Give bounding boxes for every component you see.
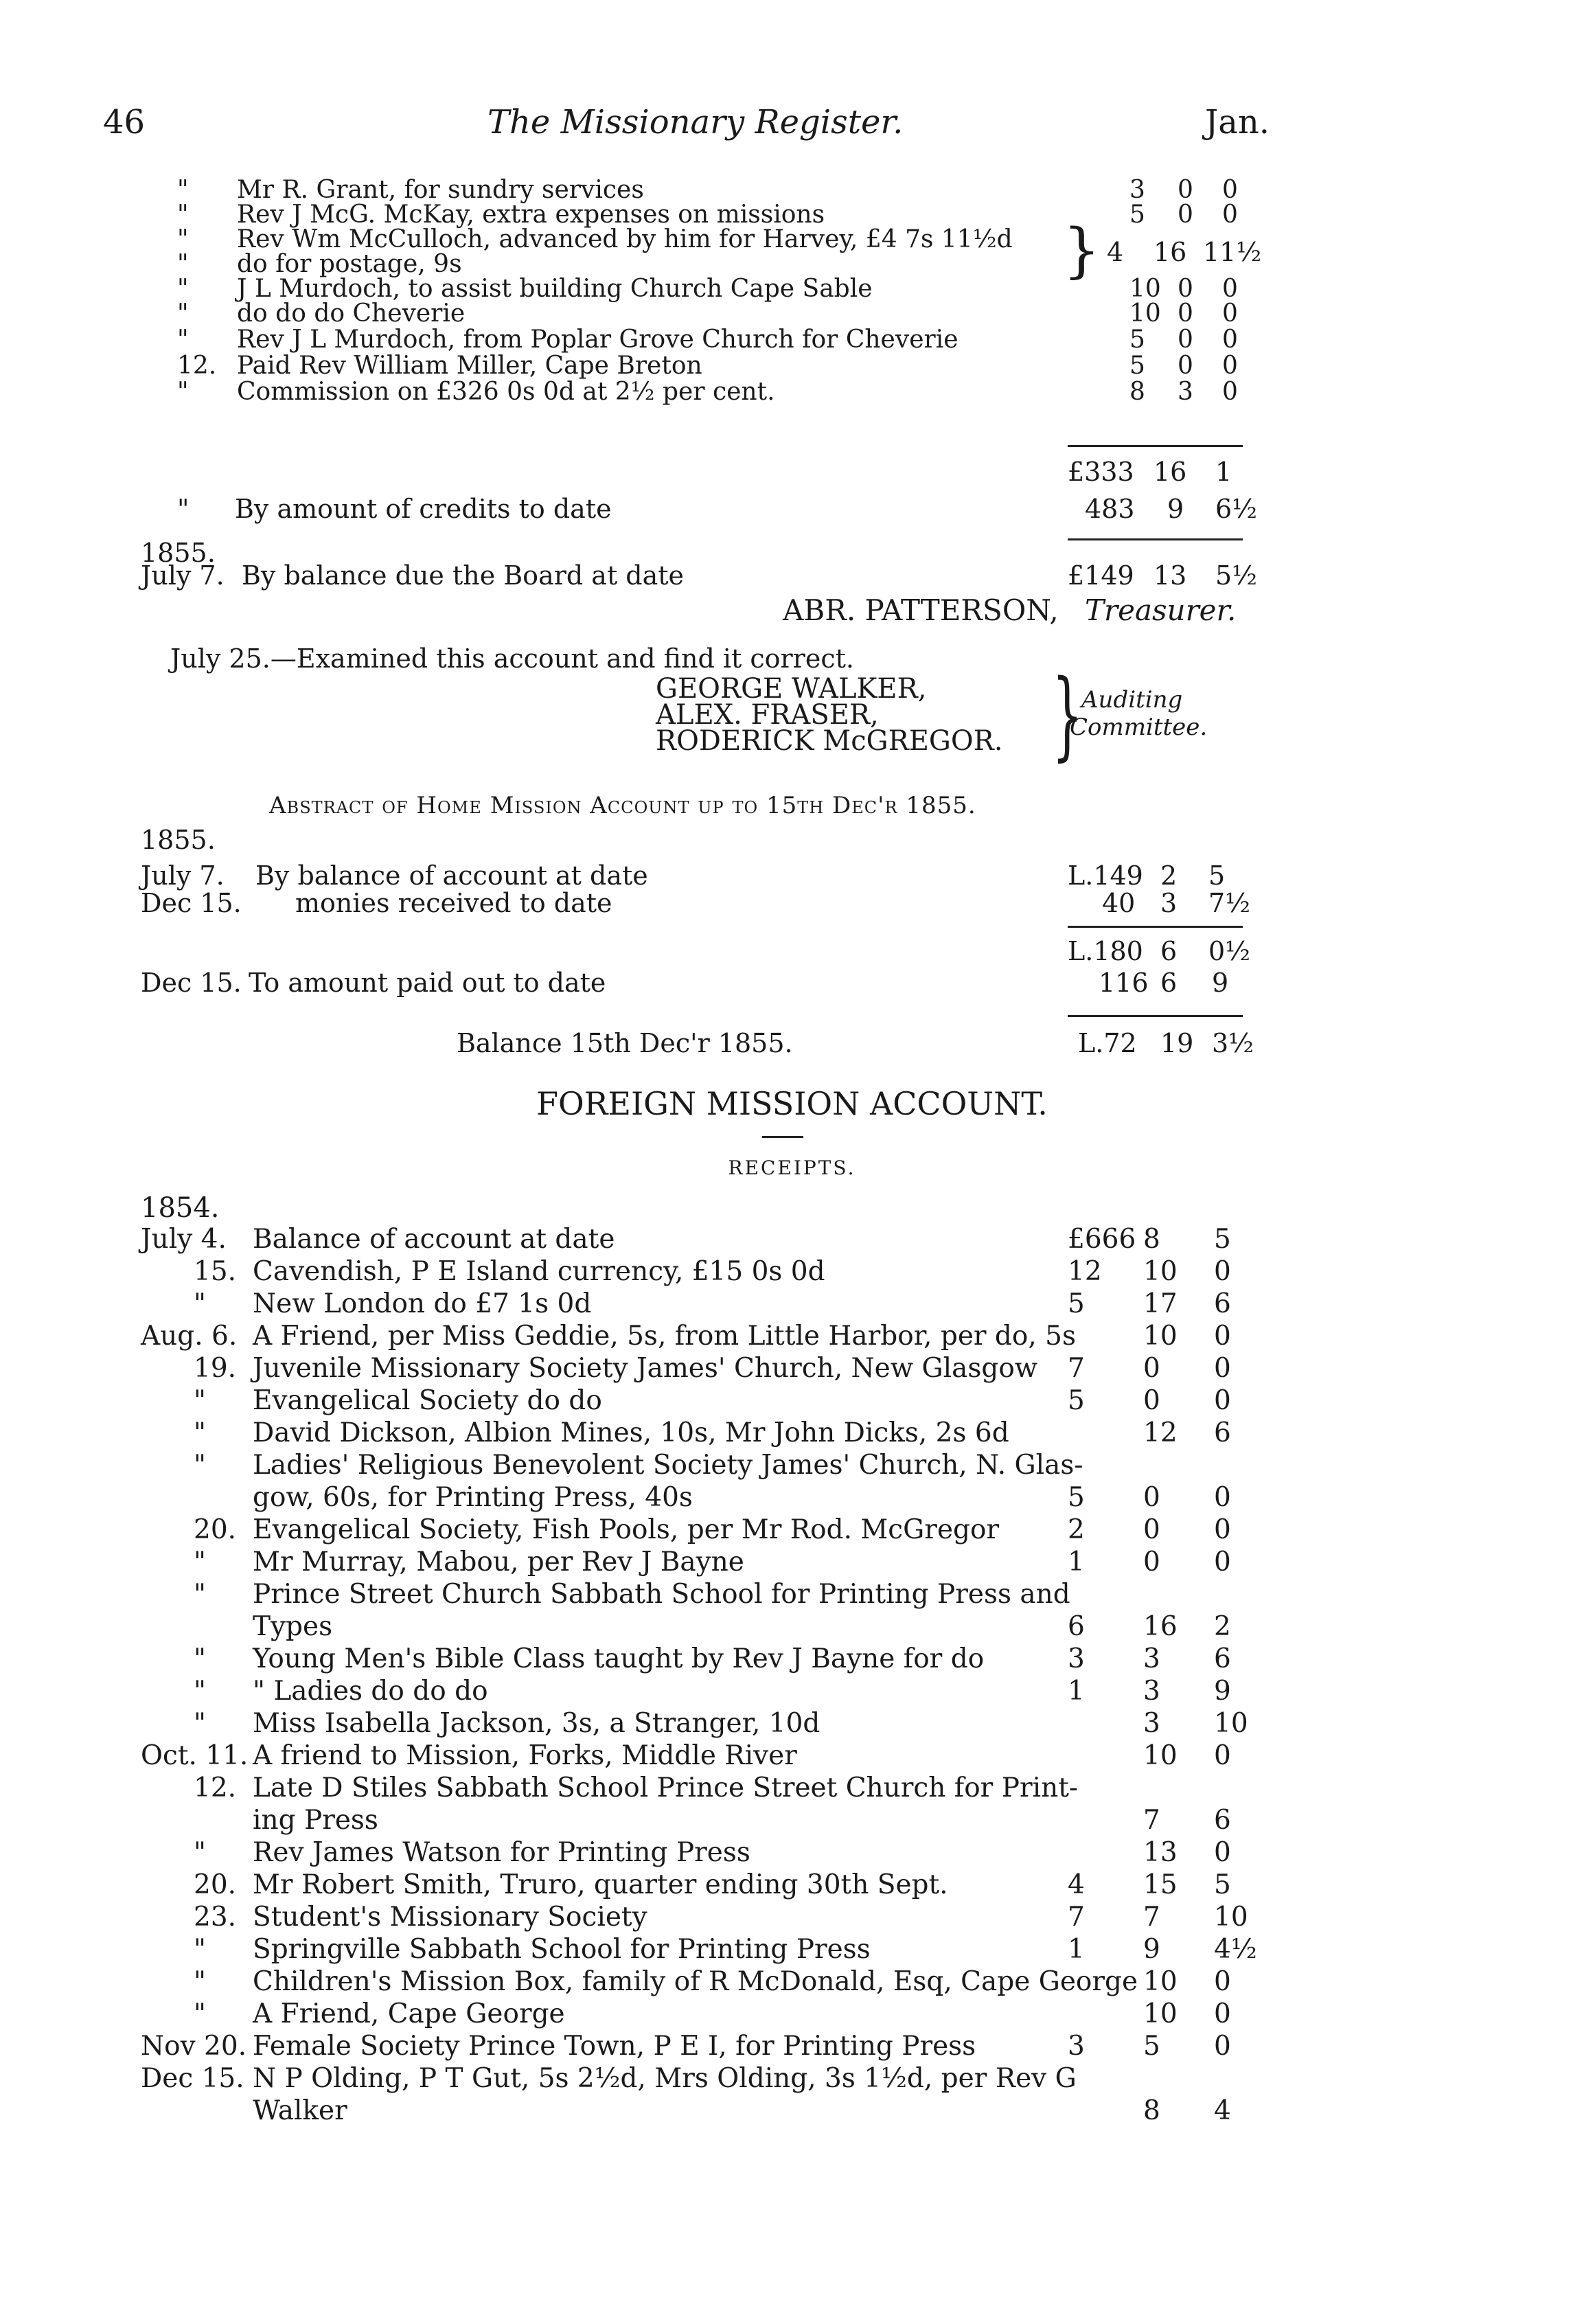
amount-pounds: L.72 — [1078, 1028, 1137, 1058]
amount-pounds: 6 — [1068, 1611, 1085, 1642]
amount-pounds: 12 — [1068, 1256, 1102, 1287]
date-cell: " — [177, 275, 189, 303]
amount-pounds: 4 — [1068, 1869, 1085, 1900]
amount-shillings: 17 — [1143, 1288, 1178, 1319]
amount-shillings: 6 — [1160, 968, 1178, 998]
amount-pounds: 5 — [1068, 1482, 1085, 1513]
amount-shillings: 3 — [1178, 378, 1193, 406]
entry-text: Mr Robert Smith, Truro, quarter ending 30th Sept. — [253, 1869, 948, 1900]
amount-pounds: L.180 — [1068, 936, 1143, 966]
auditor-name: GEORGE WALKER, — [656, 673, 927, 705]
amount-pounds: £666 — [1068, 1224, 1136, 1255]
home-paid-row — [0, 967, 1584, 1007]
amount-pence: 6 — [1214, 1288, 1231, 1319]
year-label: 1854. — [141, 1192, 220, 1224]
entry-text: do do do Cheverie — [237, 299, 466, 328]
entry-text: David Dickson, Albion Mines, 10s, Mr John Dicks, 2s 6d — [253, 1417, 1009, 1448]
amount-pence: 6 — [1214, 1805, 1231, 1836]
date-cell: " — [194, 1966, 206, 1997]
amount-pence: 0 — [1222, 352, 1238, 380]
foreign-title: FOREIGN MISSION ACCOUNT. — [536, 1085, 1048, 1122]
rule-home-subtotal — [1068, 926, 1243, 928]
treasurer-title: Treasurer. — [1085, 593, 1237, 627]
amount-shillings: 7 — [1143, 1805, 1160, 1836]
date-cell: Nov 20. — [141, 2031, 247, 2062]
date-cell: " — [177, 494, 190, 524]
amount-pounds: 1 — [1068, 1934, 1085, 1965]
home-year — [0, 824, 1584, 864]
amount-shillings: 19 — [1160, 1028, 1194, 1058]
amount-shillings: 0 — [1143, 1353, 1160, 1384]
entry-text: Juvenile Missionary Society James' Church, New Glasgow — [253, 1353, 1038, 1384]
entry-text: Cavendish, P E Island currency, £15 0s 0d — [253, 1256, 825, 1287]
amount-pence: 0 — [1214, 1966, 1231, 1997]
amount-pence: 5 — [1214, 1224, 1231, 1255]
amount-shillings: 13 — [1153, 560, 1187, 591]
section-title: Abstract of Home Mission Account up to 15th Dec'r 1855. — [269, 792, 976, 819]
amount-pence: 6 — [1214, 1643, 1231, 1674]
date-cell: 12. — [177, 352, 217, 380]
amount-pounds: 7 — [1068, 1902, 1085, 1933]
amount-pence: 6½ — [1215, 494, 1258, 524]
amount-pounds: 7 — [1068, 1353, 1085, 1384]
amount-pence: 0½ — [1208, 936, 1251, 966]
amount-pounds: 10 — [1129, 275, 1161, 303]
amount-pence: 0 — [1214, 1482, 1231, 1513]
mcculloch-total-row — [0, 236, 1584, 276]
amount-pence: 2 — [1214, 1611, 1231, 1642]
date-cell: " — [177, 299, 189, 328]
amount-pounds: 5 — [1129, 201, 1145, 229]
page-number: 46 — [103, 103, 146, 141]
amount-pence: 0 — [1222, 378, 1238, 406]
amount-shillings: 0 — [1143, 1482, 1160, 1513]
amount-pence: 0 — [1214, 1514, 1231, 1545]
date-cell: " — [194, 1643, 206, 1674]
committee-word: Committee. — [1070, 714, 1208, 741]
amount-pence: 5 — [1214, 1869, 1231, 1900]
amount-pence: 0 — [1214, 1385, 1231, 1416]
amount-shillings: 5 — [1143, 2031, 1160, 2062]
amount-pounds: 3 — [1068, 2031, 1085, 2062]
entry-text: gow, 60s, for Printing Press, 40s — [253, 1482, 693, 1513]
entry-text: Female Society Prince Town, P E I, for Printing Press — [253, 2031, 976, 2062]
amount-pence: 6 — [1214, 1417, 1231, 1448]
date-cell: " — [194, 1676, 206, 1707]
entry-text: ing Press — [253, 1805, 378, 1836]
amount-pence: 0 — [1214, 1547, 1231, 1577]
amount-pence: 9 — [1212, 968, 1229, 998]
entry-text: Rev Wm McCulloch, advanced by him for Harvey, £4 7s 11½d — [237, 225, 1013, 253]
receipts-subtitle: RECEIPTS. — [728, 1157, 856, 1179]
amount-shillings: 0 — [1143, 1385, 1160, 1416]
date-cell: July 7. — [141, 560, 225, 591]
date-cell: Oct. 11. — [141, 1740, 249, 1771]
amount-shillings: 0 — [1178, 326, 1193, 354]
date-cell: " — [177, 250, 189, 278]
date-cell: " — [194, 1450, 206, 1481]
rule-home-balance — [1068, 1015, 1243, 1017]
date-cell: " — [177, 378, 189, 406]
entry-text: Types — [253, 1611, 333, 1642]
amount-pounds: 40 — [1102, 888, 1136, 918]
home-row — [0, 887, 1584, 927]
date-cell: " — [194, 1934, 206, 1965]
amount-shillings: 16 — [1153, 457, 1187, 487]
entry-text: By amount of credits to date — [235, 494, 612, 524]
amount-pence: 0 — [1214, 1353, 1231, 1384]
amount-pence: 9 — [1214, 1676, 1231, 1707]
date-cell: 12. — [194, 1773, 237, 1803]
amount-pence: 7½ — [1208, 888, 1251, 918]
entry-text: A friend to Mission, Forks, Middle River — [253, 1740, 797, 1771]
entry-text: A Friend, per Miss Geddie, 5s, from Little Harbor, per do, 5s — [253, 1321, 1077, 1352]
brace-mcculloch: } — [1063, 216, 1101, 285]
amount-shillings: 0 — [1178, 299, 1193, 328]
entry-text: Balance of account at date — [253, 1224, 615, 1255]
amount-pence: 0 — [1214, 1256, 1231, 1287]
amount-shillings: 0 — [1143, 1547, 1160, 1577]
amount-shillings: 6 — [1160, 936, 1178, 966]
examined-text: July 25.—Examined this account and find it correct. — [170, 643, 854, 674]
amount-pounds: 3 — [1068, 1643, 1085, 1674]
date-cell: Aug. 6. — [141, 1321, 238, 1352]
entry-text: monies received to date — [295, 888, 612, 918]
auditor-name: RODERICK McGREGOR. — [656, 725, 1003, 757]
amount-shillings: 10 — [1143, 1321, 1178, 1352]
date-cell: " — [177, 225, 189, 253]
amount-pounds: 10 — [1129, 299, 1161, 328]
amount-pence: 0 — [1214, 1998, 1231, 2029]
amount-pence: 0 — [1222, 326, 1238, 354]
amount-shillings: 0 — [1178, 201, 1193, 229]
running-title: The Missionary Register. — [487, 103, 904, 141]
date-cell: " — [194, 1385, 206, 1416]
amount-shillings: 15 — [1143, 1869, 1178, 1900]
amount-pence: 1 — [1215, 457, 1232, 487]
entry-text: New London do £7 1s 0d — [253, 1288, 592, 1319]
amount-pence: 0 — [1214, 1837, 1231, 1868]
amount-shillings: 13 — [1143, 1837, 1178, 1868]
home-balance-row — [0, 1027, 1584, 1067]
entry-text: J L Murdoch, to assist building Church Cape Sable — [237, 275, 873, 303]
amount-shillings: 0 — [1178, 176, 1193, 204]
amount-pounds: 4 — [1107, 237, 1124, 267]
brace-auditors: } — [1052, 659, 1083, 771]
entry-text: N P Olding, P T Gut, 5s 2½d, Mrs Olding, 3s 1½d, per Rev G — [253, 2063, 1077, 2094]
entry-text: Rev J McG. McKay, extra expenses on missions — [237, 201, 825, 229]
amount-pence: 5½ — [1215, 560, 1258, 591]
amount-pounds: 3 — [1129, 176, 1145, 204]
entry-text: Commission on £326 0s 0d at 2½ per cent. — [237, 378, 775, 406]
amount-pence: 0 — [1222, 201, 1238, 229]
entry-text: By balance due the Board at date — [242, 560, 685, 591]
entry-text: Paid Rev William Miller, Cape Breton — [237, 352, 702, 380]
amount-shillings: 8 — [1143, 2095, 1160, 2126]
amount-pence: 0 — [1214, 1321, 1231, 1352]
amount-shillings: 3 — [1160, 888, 1178, 918]
amount-shillings: 9 — [1167, 494, 1184, 524]
entry-text: By balance of account at date — [255, 861, 648, 891]
amount-pounds: 483 — [1085, 494, 1135, 524]
credits-row — [0, 493, 1584, 533]
entry-text: Miss Isabella Jackson, 3s, a Stranger, 10d — [253, 1708, 820, 1739]
date-cell: " — [194, 1579, 206, 1610]
entry-text: Walker — [253, 2095, 347, 2126]
date-cell: 20. — [194, 1514, 237, 1545]
entry-text: Young Men's Bible Class taught by Rev J Bayne for do — [253, 1643, 985, 1674]
committee-word: Auditing — [1081, 686, 1183, 714]
amount-pounds: L.149 — [1068, 861, 1143, 891]
date-cell: " — [194, 1288, 206, 1319]
amount-pence: 0 — [1222, 176, 1238, 204]
amount-shillings: 10 — [1143, 1740, 1178, 1771]
entry-text: Children's Mission Box, family of R McDonald, Esq, Cape George — [253, 1966, 1138, 1997]
entry-text: Ladies' Religious Benevolent Society James' Church, N. Glas- — [253, 1450, 1083, 1481]
date-cell: " — [194, 1837, 206, 1868]
amount-pence: 0 — [1214, 1740, 1231, 1771]
amount-shillings: 2 — [1160, 861, 1178, 891]
amount-shillings: 0 — [1178, 352, 1193, 380]
entry-text: Evangelical Society do do — [253, 1385, 602, 1416]
entry-text: Balance 15th Dec'r 1855. — [457, 1028, 793, 1058]
amount-pence: 10 — [1214, 1902, 1248, 1933]
amount-shillings: 10 — [1143, 1256, 1178, 1287]
amount-shillings: 3 — [1143, 1708, 1160, 1739]
date-cell: " — [194, 1708, 206, 1739]
entry-text: " Ladies do do do — [253, 1676, 488, 1707]
amount-shillings: 8 — [1143, 1224, 1160, 1255]
amount-shillings: 0 — [1178, 275, 1193, 303]
amount-pence: 4 — [1214, 2095, 1231, 2126]
entry-text: Student's Missionary Society — [253, 1902, 647, 1933]
auditor-name: ALEX. FRASER, — [656, 699, 879, 731]
header-month: Jan. — [1205, 103, 1270, 141]
entry-text: To amount paid out to date — [249, 968, 606, 998]
amount-pence: 3½ — [1212, 1028, 1254, 1058]
amount-pounds: 5 — [1129, 326, 1145, 354]
amount-pounds: £333 — [1068, 457, 1134, 487]
payment-row — [0, 376, 1584, 416]
title-divider — [762, 1136, 803, 1138]
entry-text: Mr Murray, Mabou, per Rev J Bayne — [253, 1547, 744, 1577]
date-cell: " — [177, 176, 189, 204]
amount-pence: 4½ — [1214, 1934, 1257, 1965]
entry-text: Prince Street Church Sabbath School for Printing Press and — [253, 1579, 1070, 1610]
entry-text: do for postage, 9s — [237, 250, 462, 278]
amount-pence: 11½ — [1203, 237, 1262, 267]
date-cell: " — [194, 1417, 206, 1448]
receipt-row — [0, 2095, 1584, 2135]
entry-text: Mr R. Grant, for sundry services — [237, 176, 644, 204]
amount-shillings: 7 — [1143, 1902, 1160, 1933]
amount-pounds: 116 — [1099, 968, 1149, 998]
amount-shillings: 3 — [1143, 1676, 1160, 1707]
amount-pounds: 8 — [1129, 378, 1145, 406]
date-cell: " — [177, 326, 189, 354]
date-cell: Dec 15. — [141, 888, 242, 918]
amount-pence: 0 — [1214, 2031, 1231, 2062]
date-cell: July 7. — [141, 861, 225, 891]
amount-pounds: 5 — [1068, 1288, 1085, 1319]
date-cell: " — [177, 201, 189, 229]
amount-shillings: 0 — [1143, 1514, 1160, 1545]
amount-pounds: 1 — [1068, 1547, 1085, 1577]
amount-pounds: 2 — [1068, 1514, 1085, 1545]
amount-pence: 0 — [1222, 275, 1238, 303]
amount-pence: 10 — [1214, 1708, 1248, 1739]
entry-text: Rev James Watson for Printing Press — [253, 1837, 750, 1868]
amount-shillings: 16 — [1143, 1611, 1178, 1642]
amount-shillings: 10 — [1143, 1966, 1178, 1997]
year-label: 1855. — [141, 538, 216, 568]
entry-text: Late D Stiles Sabbath School Prince Street Church for Print- — [253, 1773, 1079, 1803]
amount-shillings: 10 — [1143, 1998, 1178, 2029]
amount-shillings: 9 — [1143, 1934, 1160, 1965]
year-label: 1855. — [141, 825, 216, 855]
entry-text: Rev J L Murdoch, from Poplar Grove Church for Cheverie — [237, 326, 959, 354]
subtotal-row — [0, 456, 1584, 496]
amount-shillings: 3 — [1143, 1643, 1160, 1674]
amount-pounds: £149 — [1068, 560, 1134, 591]
rule-subtotal — [1068, 445, 1243, 447]
date-cell: Dec 15. — [141, 968, 242, 998]
amount-pence: 0 — [1222, 299, 1238, 328]
date-cell: 15. — [194, 1256, 237, 1287]
amount-pounds: 5 — [1068, 1385, 1085, 1416]
date-cell: 20. — [194, 1869, 237, 1900]
treasurer-signature — [0, 595, 1584, 635]
entry-text: Springville Sabbath School for Printing Press — [253, 1934, 871, 1965]
date-cell: Dec 15. — [141, 2063, 244, 2094]
date-cell: " — [194, 1998, 206, 2029]
date-cell: 19. — [194, 1353, 237, 1384]
amount-pounds: 1 — [1068, 1676, 1085, 1707]
amount-pounds: 5 — [1129, 352, 1145, 380]
treasurer-name: ABR. PATTERSON, — [783, 593, 1059, 627]
entry-text: Evangelical Society, Fish Pools, per Mr Rod. McGregor — [253, 1514, 1000, 1545]
entry-text: A Friend, Cape George — [253, 1998, 565, 2029]
amount-pence: 5 — [1208, 861, 1226, 891]
date-cell: 23. — [194, 1902, 237, 1933]
date-cell: July 4. — [141, 1224, 227, 1255]
amount-shillings: 12 — [1143, 1417, 1178, 1448]
amount-shillings: 16 — [1153, 237, 1187, 267]
date-cell: " — [194, 1547, 206, 1577]
committee-label-2 — [0, 711, 1584, 751]
